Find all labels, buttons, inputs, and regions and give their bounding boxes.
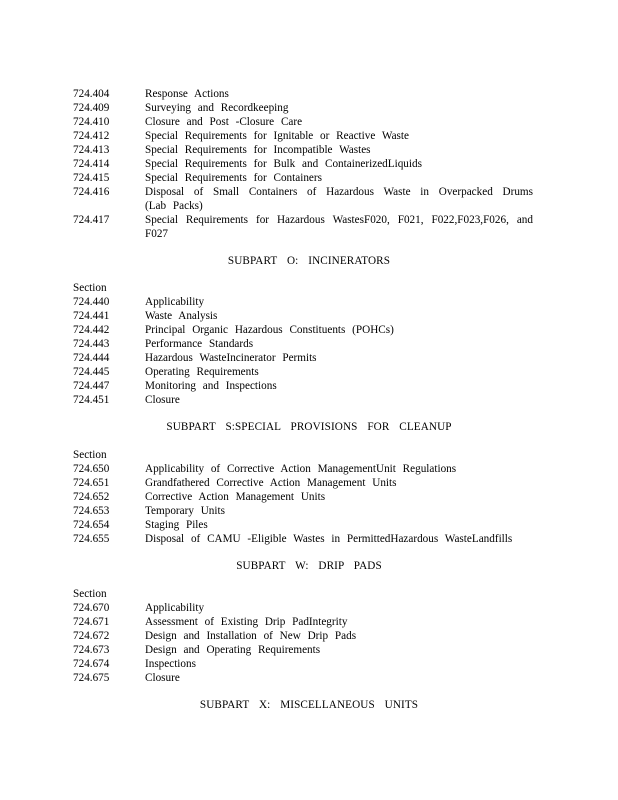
section-number: 724.412: [73, 130, 110, 142]
section-title: Applicability: [145, 296, 205, 308]
section-title: Operating Requirements: [145, 366, 259, 378]
section-title: Special Requirements for Containers: [145, 172, 322, 184]
section-number: 724.416: [73, 186, 110, 198]
section-title: Design and Operating Requirements: [145, 644, 321, 656]
section-title: Grandfathered Corrective Action Management Units: [145, 477, 397, 489]
section-number: 724.651: [73, 477, 110, 489]
section-number: 724.652: [73, 491, 110, 503]
section-number: 724.445: [73, 366, 110, 378]
section-number: 724.670: [73, 602, 110, 614]
list-item: [73, 323, 533, 337]
section-label: Section: [73, 282, 107, 294]
section-label: Section: [73, 449, 107, 461]
list-item: [73, 518, 533, 532]
list-item: [73, 185, 533, 213]
section-title: Surveying and Recordkeeping: [145, 102, 289, 114]
section-number: 724.447: [73, 380, 110, 392]
section-number: 724.650: [73, 463, 110, 475]
section-number: 724.673: [73, 644, 110, 656]
list-item: [73, 601, 533, 615]
section-number: 724.404: [73, 88, 110, 100]
section-list-subpart-o: [73, 281, 533, 407]
section-title: Monitoring and Inspections: [145, 380, 277, 392]
section-title: Special Requirements for Hazardous WastesF020, F021, F022,F023,F026, and F027: [145, 214, 533, 240]
section-number: 724.442: [73, 324, 110, 336]
section-title: Principal Organic Hazardous Constituents (POHCs): [145, 324, 394, 336]
section-label: Section: [73, 588, 107, 600]
subpart-heading-s: SUBPART S:SPECIAL PROVISIONS FOR CLEANUP: [166, 421, 452, 433]
list-item: [73, 657, 533, 671]
section-title: Applicability of Corrective Action ManagementUnit Regulations: [145, 463, 457, 475]
section-number: 724.415: [73, 172, 110, 184]
section-number: 724.672: [73, 630, 110, 642]
section-title: Applicability: [145, 602, 205, 614]
list-item: [73, 393, 533, 407]
section-number: 724.653: [73, 505, 110, 517]
list-item: [73, 365, 533, 379]
list-item: [73, 295, 533, 309]
section-title: Disposal of CAMU -Eligible Wastes in PermittedHazardous WasteLandfills: [145, 533, 513, 545]
list-item: [73, 532, 533, 546]
list-item: [73, 171, 533, 185]
list-item: [73, 213, 533, 241]
section-number: 724.440: [73, 296, 110, 308]
section-number: 724.655: [73, 533, 110, 545]
section-number: 724.441: [73, 310, 110, 322]
list-item: [73, 476, 533, 490]
section-title: Response Actions: [145, 88, 229, 100]
section-title: Closure and Post -Closure Care: [145, 116, 303, 128]
section-number: 724.413: [73, 144, 110, 156]
section-list-subpart-n: [73, 87, 533, 241]
section-title: Closure: [145, 672, 180, 684]
subpart-heading-o: SUBPART O: INCINERATORS: [227, 255, 391, 267]
section-title: Design and Installation of New Drip Pads: [145, 630, 357, 642]
list-item: [73, 490, 533, 504]
section-title: Temporary Units: [145, 505, 225, 517]
section-title: Special Requirements for Incompatible Wastes: [145, 144, 371, 156]
list-item: [73, 309, 533, 323]
section-title: Corrective Action Management Units: [145, 491, 326, 503]
section-number: 724.417: [73, 214, 110, 226]
section-title: Special Requirements for Ignitable or Reactive Waste: [145, 130, 409, 142]
list-item: [73, 115, 533, 129]
section-number: 724.671: [73, 616, 110, 628]
section-number: 724.409: [73, 102, 110, 114]
section-number: 724.444: [73, 352, 110, 364]
list-item: [73, 157, 533, 171]
section-title: Disposal of Small Containers of Hazardous Waste in Overpacked Drums (Lab Packs): [145, 186, 533, 212]
section-list-subpart-w: [73, 587, 533, 685]
list-item: [73, 671, 533, 685]
subpart-heading-w: SUBPART W: DRIP PADS: [236, 560, 382, 572]
section-title: Assessment of Existing Drip PadIntegrity: [145, 616, 348, 628]
section-number: 724.654: [73, 519, 110, 531]
section-number: 724.410: [73, 116, 110, 128]
section-title: Special Requirements for Bulk and ContainerizedLiquids: [145, 158, 422, 170]
list-item: [73, 351, 533, 365]
subpart-heading-x: SUBPART X: MISCELLANEOUS UNITS: [199, 699, 419, 711]
section-title: Hazardous WasteIncinerator Permits: [145, 352, 317, 364]
section-number: 724.674: [73, 658, 110, 670]
list-item: [73, 462, 533, 476]
list-item: [73, 629, 533, 643]
list-item: [73, 101, 533, 115]
section-number: 724.414: [73, 158, 110, 170]
list-item: [73, 379, 533, 393]
section-number: 724.451: [73, 394, 110, 406]
section-title: Staging Piles: [145, 519, 208, 531]
list-item: [73, 643, 533, 657]
section-title: Performance Standards: [145, 338, 254, 350]
list-item: [73, 87, 533, 101]
section-title: Waste Analysis: [145, 310, 218, 322]
list-item: [73, 143, 533, 157]
section-number: 724.443: [73, 338, 110, 350]
list-item: [73, 337, 533, 351]
section-title: Inspections: [145, 658, 196, 670]
section-list-subpart-s: [73, 448, 533, 546]
list-item: [73, 615, 533, 629]
section-title: Closure: [145, 394, 180, 406]
section-number: 724.675: [73, 672, 110, 684]
list-item: [73, 129, 533, 143]
list-item: [73, 504, 533, 518]
